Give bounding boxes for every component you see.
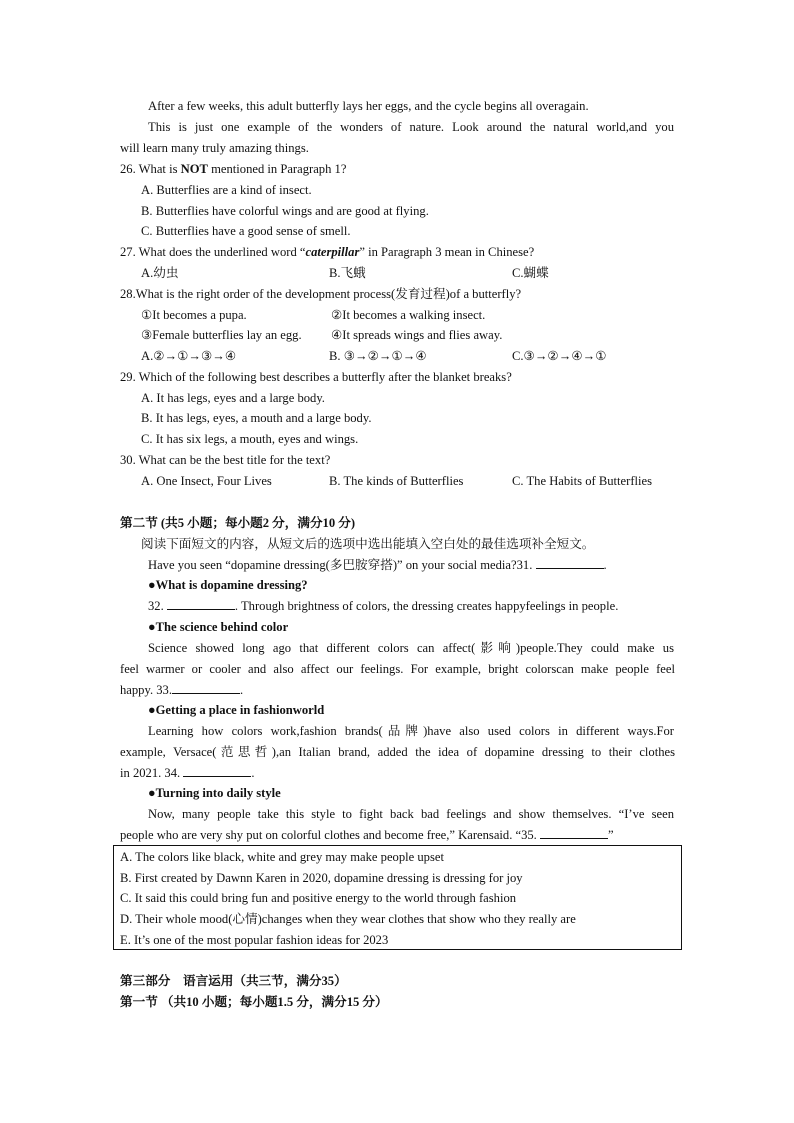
q29-option-a: A. It has legs, eyes and a large body. xyxy=(141,391,325,405)
blank-34 xyxy=(183,765,251,777)
section-2-heading: 第二节 (共5 小题；每小题2 分，满分10 分) xyxy=(120,516,356,530)
q28-step-2: ②It becomes a walking insect. xyxy=(331,308,486,322)
q30-option-b: B. The kinds of Butterflies xyxy=(329,474,464,488)
q28-step-3: ③Female butterflies lay an egg. xyxy=(141,328,302,342)
paragraph-3-line: example, Versace(范思哲),an Italian brand, added the idea of dopamine dressing to their clothes xyxy=(120,745,675,759)
q28-step-1: ①It becomes a pupa. xyxy=(141,308,247,322)
subheading-1: ●What is dopamine dressing? xyxy=(148,578,308,592)
passage-line: After a few weeks, this adult butterfly lays her eggs, and the cycle begins all overagain. xyxy=(148,99,589,113)
blank-35 xyxy=(540,827,608,839)
question-28-stem: 28.What is the right order of the development process(发育过程)of a butterfly? xyxy=(120,287,522,301)
paragraph-2-line: Science showed long ago that different colors can affect(影响)people.They could make us xyxy=(148,641,674,655)
q26-option-a: A. Butterflies are a kind of insect. xyxy=(141,183,312,197)
paragraph-1: 32. . Through brightness of colors, the dressing creates happyfeelings in people. xyxy=(148,599,619,613)
paragraph-2-line: happy. 33. . xyxy=(120,683,244,697)
options-box xyxy=(113,845,682,950)
q28-option-b: B. ③→②→①→④ xyxy=(329,349,427,363)
q28-step-4: ④It spreads wings and flies away. xyxy=(331,328,503,342)
paragraph-4-line: Now, many people take this style to fight back bad feelings and show themselves. “I’ve seen xyxy=(148,807,674,821)
q28-option-c: C.③→②→④→① xyxy=(512,349,607,363)
bullet-icon: ● xyxy=(148,578,156,592)
q27-option-c: C.蝴蝶 xyxy=(512,266,549,280)
question-29-stem: 29. Which of the following best describes a butterfly after the blanket breaks? xyxy=(120,370,512,384)
option-b: B. First created by Dawnn Karen in 2020, dopamine dressing is dressing for joy xyxy=(120,871,523,885)
passage-line: This is just one example of the wonders of nature. Look around the natural world,and you xyxy=(148,120,674,134)
q27-option-a: A.幼虫 xyxy=(141,266,179,280)
option-c: C. It said this could bring fun and positive energy to the world through fashion xyxy=(120,891,517,905)
q28-option-a: A.②→①→③→④ xyxy=(141,349,237,363)
section-2-instruction: 阅读下面短文的内容，从短文后的选项中选出能填入空白处的最佳选项补全短文。 xyxy=(141,537,595,551)
bullet-icon: ● xyxy=(148,620,156,634)
option-e: E. It’s one of the most popular fashion ideas for 2023 xyxy=(120,933,389,947)
passage-line: will learn many truly amazing things. xyxy=(120,141,309,155)
subheading-2: ●The science behind color xyxy=(148,620,289,634)
blank-31 xyxy=(536,557,604,569)
blank-33 xyxy=(172,682,240,694)
q27-option-b: B.飞蛾 xyxy=(329,266,366,280)
question-26-stem: 26. What is NOT mentioned in Paragraph 1? xyxy=(120,162,347,176)
passage-intro: Have you seen “dopamine dressing(多巴胺穿搭)” on your social media?31. . xyxy=(148,558,607,572)
blank-32 xyxy=(167,598,235,610)
bullet-icon: ● xyxy=(148,703,156,717)
paragraph-4-line: people who are very shy put on colorful clothes and become free,” Karensaid. “35. ” xyxy=(120,828,614,842)
part-3-heading: 第三部分 语言运用（共三节，满分35） xyxy=(120,974,347,988)
paragraph-3-line: Learning how colors work,fashion brands(品牌)have also used colors in different ways.For xyxy=(148,724,674,738)
option-d: D. Their whole mood(心情)changes when they wear clothes that show who they really are xyxy=(120,912,576,926)
option-a: A. The colors like black, white and grey may make people upset xyxy=(120,850,444,864)
subheading-4: ●Turning into daily style xyxy=(148,786,281,800)
q26-option-b: B. Butterflies have colorful wings and are good at flying. xyxy=(141,204,429,218)
part-3-section-1-heading: 第一节 （共10 小题；每小题1.5 分，满分15 分） xyxy=(120,995,388,1009)
subheading-3: ●Getting a place in fashionworld xyxy=(148,703,325,717)
question-30-stem: 30. What can be the best title for the text? xyxy=(120,453,331,467)
q29-option-b: B. It has legs, eyes, a mouth and a large body. xyxy=(141,411,372,425)
q29-option-c: C. It has six legs, a mouth, eyes and wings. xyxy=(141,432,359,446)
bullet-icon: ● xyxy=(148,786,156,800)
q30-option-a: A. One Insect, Four Lives xyxy=(141,474,272,488)
q30-option-c: C. The Habits of Butterflies xyxy=(512,474,653,488)
q26-option-c: C. Butterflies have a good sense of smell. xyxy=(141,224,351,238)
question-27-stem: 27. What does the underlined word “caterpillar” in Paragraph 3 mean in Chinese? xyxy=(120,245,535,259)
paragraph-3-line: in 2021. 34. . xyxy=(120,766,255,780)
paragraph-2-line: feel warmer or cooler and also affect our feelings. For example, bright colorscan make people feel xyxy=(120,662,675,676)
